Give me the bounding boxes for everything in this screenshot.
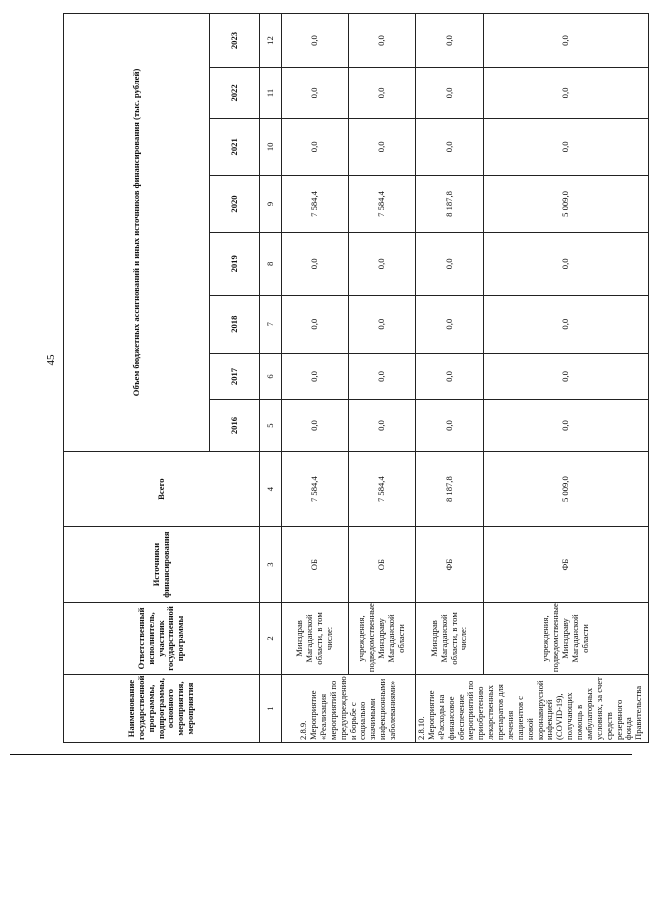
column-index: 11 (260, 68, 282, 119)
value-cell: 0,0 (282, 14, 349, 68)
value-cell: 0,0 (349, 68, 416, 119)
value-cell: 0,0 (484, 14, 649, 68)
column-index: 10 (260, 118, 282, 175)
value-cell: 0,0 (282, 400, 349, 452)
table-row (282, 14, 349, 743)
value-cell: 0,0 (349, 233, 416, 296)
value-cell: 0,0 (349, 400, 416, 452)
header-year: 2021 (210, 118, 260, 175)
header-source: Источники финансирования (64, 527, 260, 602)
value-cell: 0,0 (282, 233, 349, 296)
value-cell: 0,0 (416, 118, 484, 175)
responsible-cell: учреждения, подведомственные Минздраву Магаданской области (349, 602, 416, 674)
value-cell: 0,0 (484, 68, 649, 119)
header-year: 2018 (210, 295, 260, 353)
table-row (416, 14, 484, 743)
total-cell: 5 009,0 (484, 451, 649, 526)
total-cell: 8 187,8 (416, 451, 484, 526)
header-year: 2017 (210, 353, 260, 399)
value-cell: 0,0 (416, 14, 484, 68)
value-cell: 0,0 (484, 118, 649, 175)
rotated-table-wrapper (63, 13, 644, 743)
value-cell: 0,0 (416, 295, 484, 353)
column-index: 8 (260, 233, 282, 296)
value-cell: 0,0 (282, 68, 349, 119)
value-cell: 0,0 (416, 353, 484, 399)
activity-name: 2.8.10. Мероприятие «Расходы на финансовое обеспечение мероприятий по приобретению лекарственных препаратов для лечения пациентов с новой коронавирусной инфекцией (COVID-19), получающих помощь в амбулаторных условиях, за счет средств резервного фонда Правительства (416, 675, 649, 743)
column-index: 9 (260, 175, 282, 232)
value-cell: 0,0 (416, 233, 484, 296)
financing-table (63, 13, 649, 743)
value-cell: 0,0 (349, 118, 416, 175)
header-volume-group: Объем бюджетных ассигнований и иных источников финансирования (тыс. рублей) (64, 14, 210, 452)
header-year: 2020 (210, 175, 260, 232)
responsible-cell: учреждения, подведомственные Минздраву Магаданской области (484, 602, 649, 674)
value-cell: 0,0 (484, 295, 649, 353)
column-index: 2 (260, 602, 282, 674)
header-year: 2016 (210, 400, 260, 452)
total-cell: 7 584,4 (282, 451, 349, 526)
value-cell: 0,0 (282, 118, 349, 175)
value-cell: 0,0 (416, 68, 484, 119)
column-index: 7 (260, 295, 282, 353)
value-cell: 0,0 (282, 295, 349, 353)
column-index: 4 (260, 451, 282, 526)
responsible-cell: Минздрав Магаданской области, в том числе: (282, 602, 349, 674)
column-index: 6 (260, 353, 282, 399)
source-cell: ОБ (349, 527, 416, 602)
source-cell: ОБ (282, 527, 349, 602)
header-year: 2019 (210, 233, 260, 296)
value-cell: 7 584,4 (282, 175, 349, 232)
value-cell: 0,0 (349, 353, 416, 399)
source-cell: ФБ (416, 527, 484, 602)
value-cell: 0,0 (349, 14, 416, 68)
table-row (484, 14, 649, 743)
column-index: 1 (260, 675, 282, 743)
column-index: 3 (260, 527, 282, 602)
header-responsible: Ответственный исполнитель, участник государственной программы (64, 602, 260, 674)
value-cell: 0,0 (484, 400, 649, 452)
page-number: 45 (45, 354, 57, 366)
responsible-cell: Минздрав Магаданской области, в том числе: (416, 602, 484, 674)
value-cell: 0,0 (484, 353, 649, 399)
value-cell: 8 187,8 (416, 175, 484, 232)
value-cell: 7 584,4 (349, 175, 416, 232)
value-cell: 0,0 (484, 233, 649, 296)
value-cell: 0,0 (282, 353, 349, 399)
activity-name: 2.8.9. Мероприятие «Реализация мероприятий по предупреждению и борьбе с социально значимыми инфекционными заболеваниями» (282, 675, 416, 743)
table-row (349, 14, 416, 743)
total-cell: 7 584,4 (349, 451, 416, 526)
column-index: 12 (260, 14, 282, 68)
source-cell: ФБ (484, 527, 649, 602)
column-index: 5 (260, 400, 282, 452)
header-name: Наименование государственной программы, подпрограммы, основного мероприятия, мероприятия (64, 675, 260, 743)
header-year: 2023 (210, 14, 260, 68)
header-total: Всего (64, 451, 260, 526)
value-cell: 0,0 (349, 295, 416, 353)
bottom-divider (10, 754, 632, 755)
value-cell: 5 009,0 (484, 175, 649, 232)
value-cell: 0,0 (416, 400, 484, 452)
header-year: 2022 (210, 68, 260, 119)
